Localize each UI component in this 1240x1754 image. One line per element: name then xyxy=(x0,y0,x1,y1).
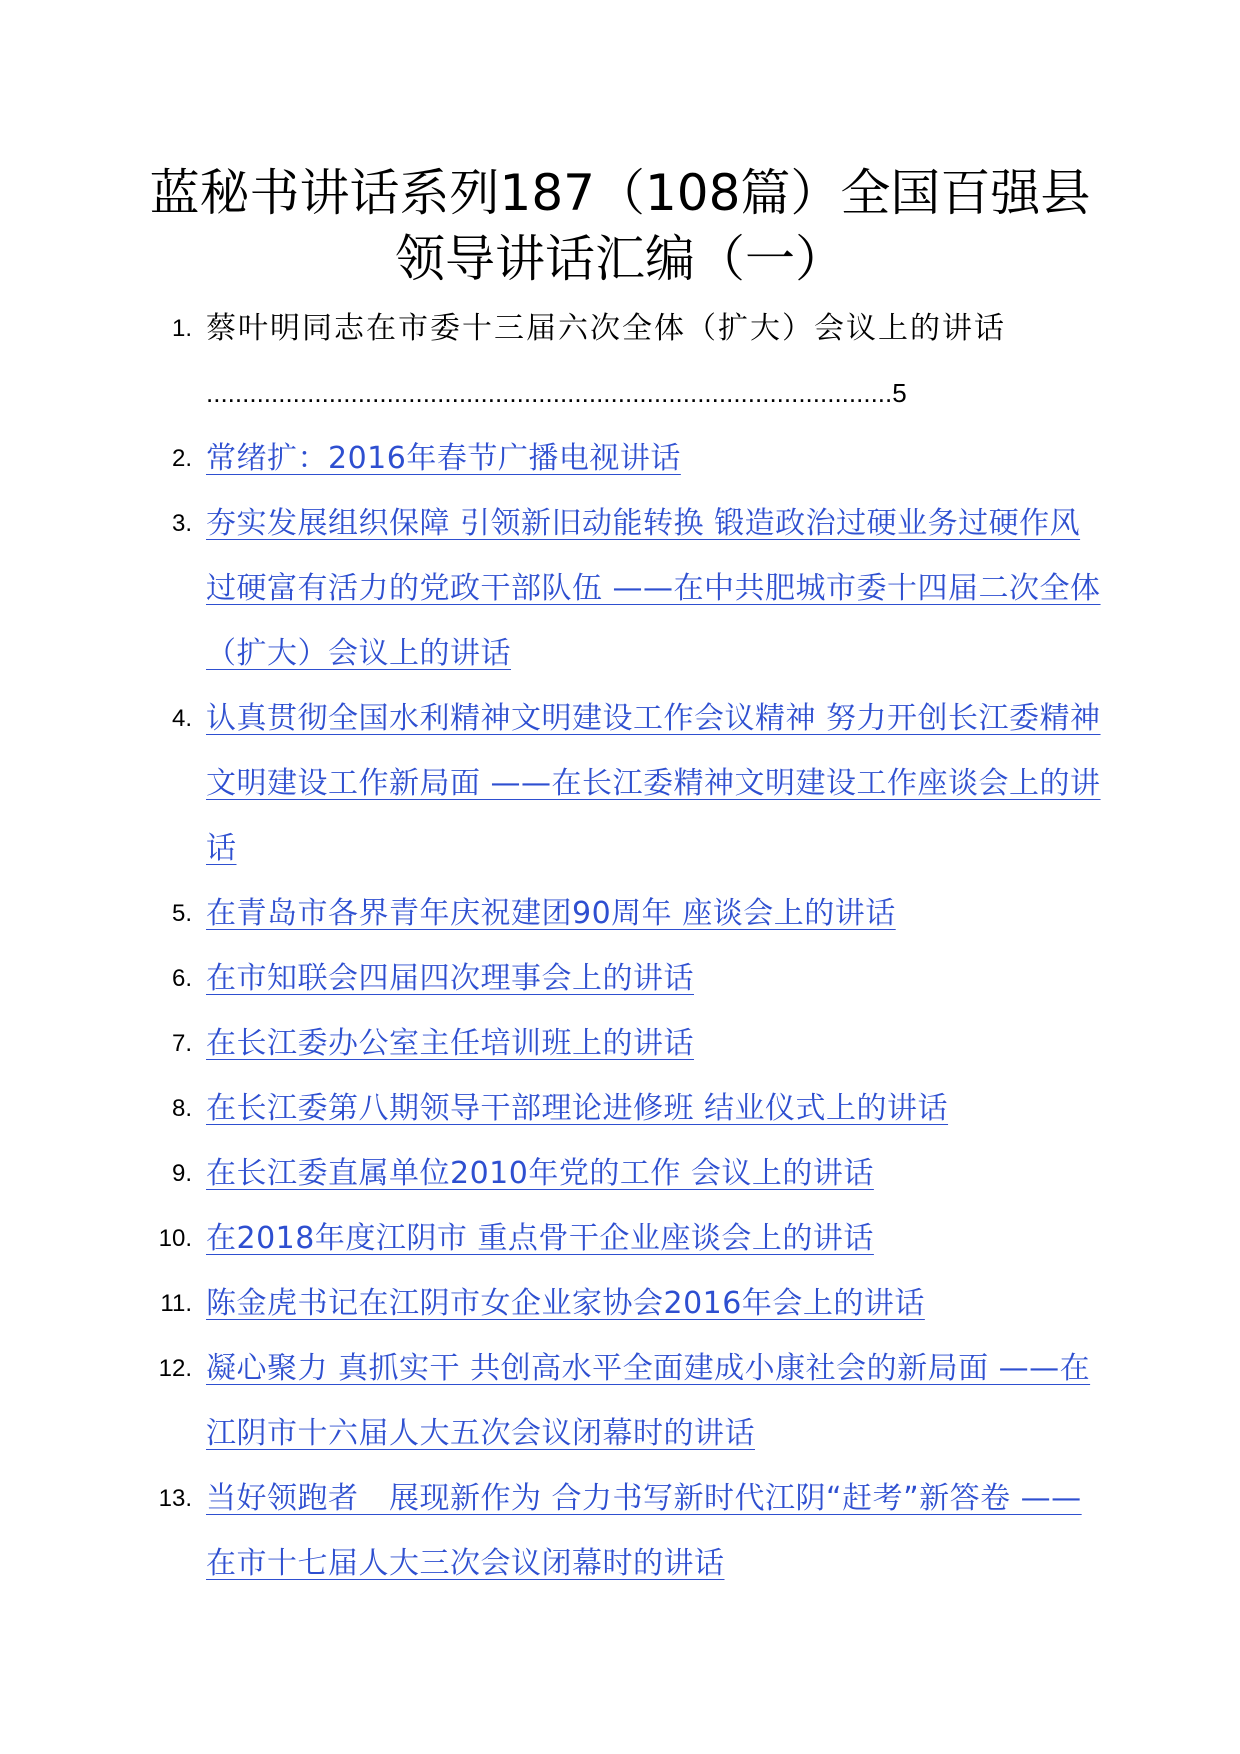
toc-entry-number: 13. xyxy=(158,1485,192,1512)
toc-entry-number: 6. xyxy=(171,965,192,992)
toc-entry-13 xyxy=(0,1466,1240,1596)
toc-entry-number: 12. xyxy=(158,1355,192,1382)
toc-entry-number: 4. xyxy=(171,705,192,732)
toc-entry-number: 7. xyxy=(171,1030,192,1057)
toc-link[interactable]: 在长江委办公室主任培训班上的讲话 xyxy=(206,1026,694,1061)
toc-entry-4 xyxy=(0,686,1240,881)
toc-entry-8 xyxy=(0,1076,1240,1141)
toc-entry-3 xyxy=(0,491,1240,686)
toc-link[interactable]: 夯实发展组织保障 引领新旧动能转换 锻造政治过硬业务过硬作风过硬富有活力的党政干部队伍 ——在中共肥城市委十四届二次全体（扩大）会议上的讲话 xyxy=(206,506,1101,671)
document-title: 蓝秘书讲话系列187（108篇）全国百强县领导讲话汇编（一） xyxy=(149,164,1091,288)
toc-link[interactable]: 当好领跑者 展现新作为 合力书写新时代江阴“赶考”新答卷 ——在市十七届人大三次会议闭幕时的讲话 xyxy=(206,1481,1082,1581)
toc-entry-number: 5. xyxy=(171,900,192,927)
toc-dot-leader-page: ...............................................................................................5 xyxy=(206,378,907,408)
toc-entry-text: 蔡叶明同志在市委十三届六次全体（扩大）会议上的讲话 xyxy=(206,311,1006,346)
toc-entry-10 xyxy=(0,1206,1240,1271)
toc-entry-5 xyxy=(0,881,1240,946)
toc-entry-number: 9. xyxy=(171,1160,192,1187)
toc-link[interactable]: 常绪扩：2016年春节广播电视讲话 xyxy=(206,441,681,476)
toc-link[interactable]: 凝心聚力 真抓实干 共创高水平全面建成小康社会的新局面 ——在江阴市十六届人大五次会议闭幕时的讲话 xyxy=(206,1351,1091,1451)
toc-link[interactable]: 在2018年度江阴市 重点骨干企业座谈会上的讲话 xyxy=(206,1221,874,1256)
toc-entry-12 xyxy=(0,1336,1240,1466)
table-of-contents xyxy=(0,296,1240,1596)
toc-entry-2 xyxy=(0,426,1240,491)
toc-entry-number: 3. xyxy=(171,510,192,537)
toc-entry-6 xyxy=(0,946,1240,1011)
toc-entry-9 xyxy=(0,1141,1240,1206)
toc-entry-number: 8. xyxy=(171,1095,192,1122)
toc-entry-7 xyxy=(0,1011,1240,1076)
toc-entry-11 xyxy=(0,1271,1240,1336)
toc-link[interactable]: 在市知联会四届四次理事会上的讲话 xyxy=(206,961,694,996)
toc-entry-number: 2. xyxy=(171,445,192,472)
toc-link[interactable]: 在青岛市各界青年庆祝建团90周年 座谈会上的讲话 xyxy=(206,896,896,931)
toc-link[interactable]: 在长江委直属单位2010年党的工作 会议上的讲话 xyxy=(206,1156,874,1191)
toc-entry-number: 1. xyxy=(171,315,192,342)
toc-entry-number: 10. xyxy=(158,1225,192,1252)
toc-link[interactable]: 陈金虎书记在江阴市女企业家协会2016年会上的讲话 xyxy=(206,1286,925,1321)
toc-entry-1 xyxy=(0,296,1240,426)
toc-link[interactable]: 在长江委第八期领导干部理论进修班 结业仪式上的讲话 xyxy=(206,1091,949,1126)
toc-link[interactable]: 认真贯彻全国水利精神文明建设工作会议精神 努力开创长江委精神文明建设工作新局面 ——在长江委精神文明建设工作座谈会上的讲话 xyxy=(206,701,1101,866)
toc-entry-number: 11. xyxy=(160,1290,192,1317)
